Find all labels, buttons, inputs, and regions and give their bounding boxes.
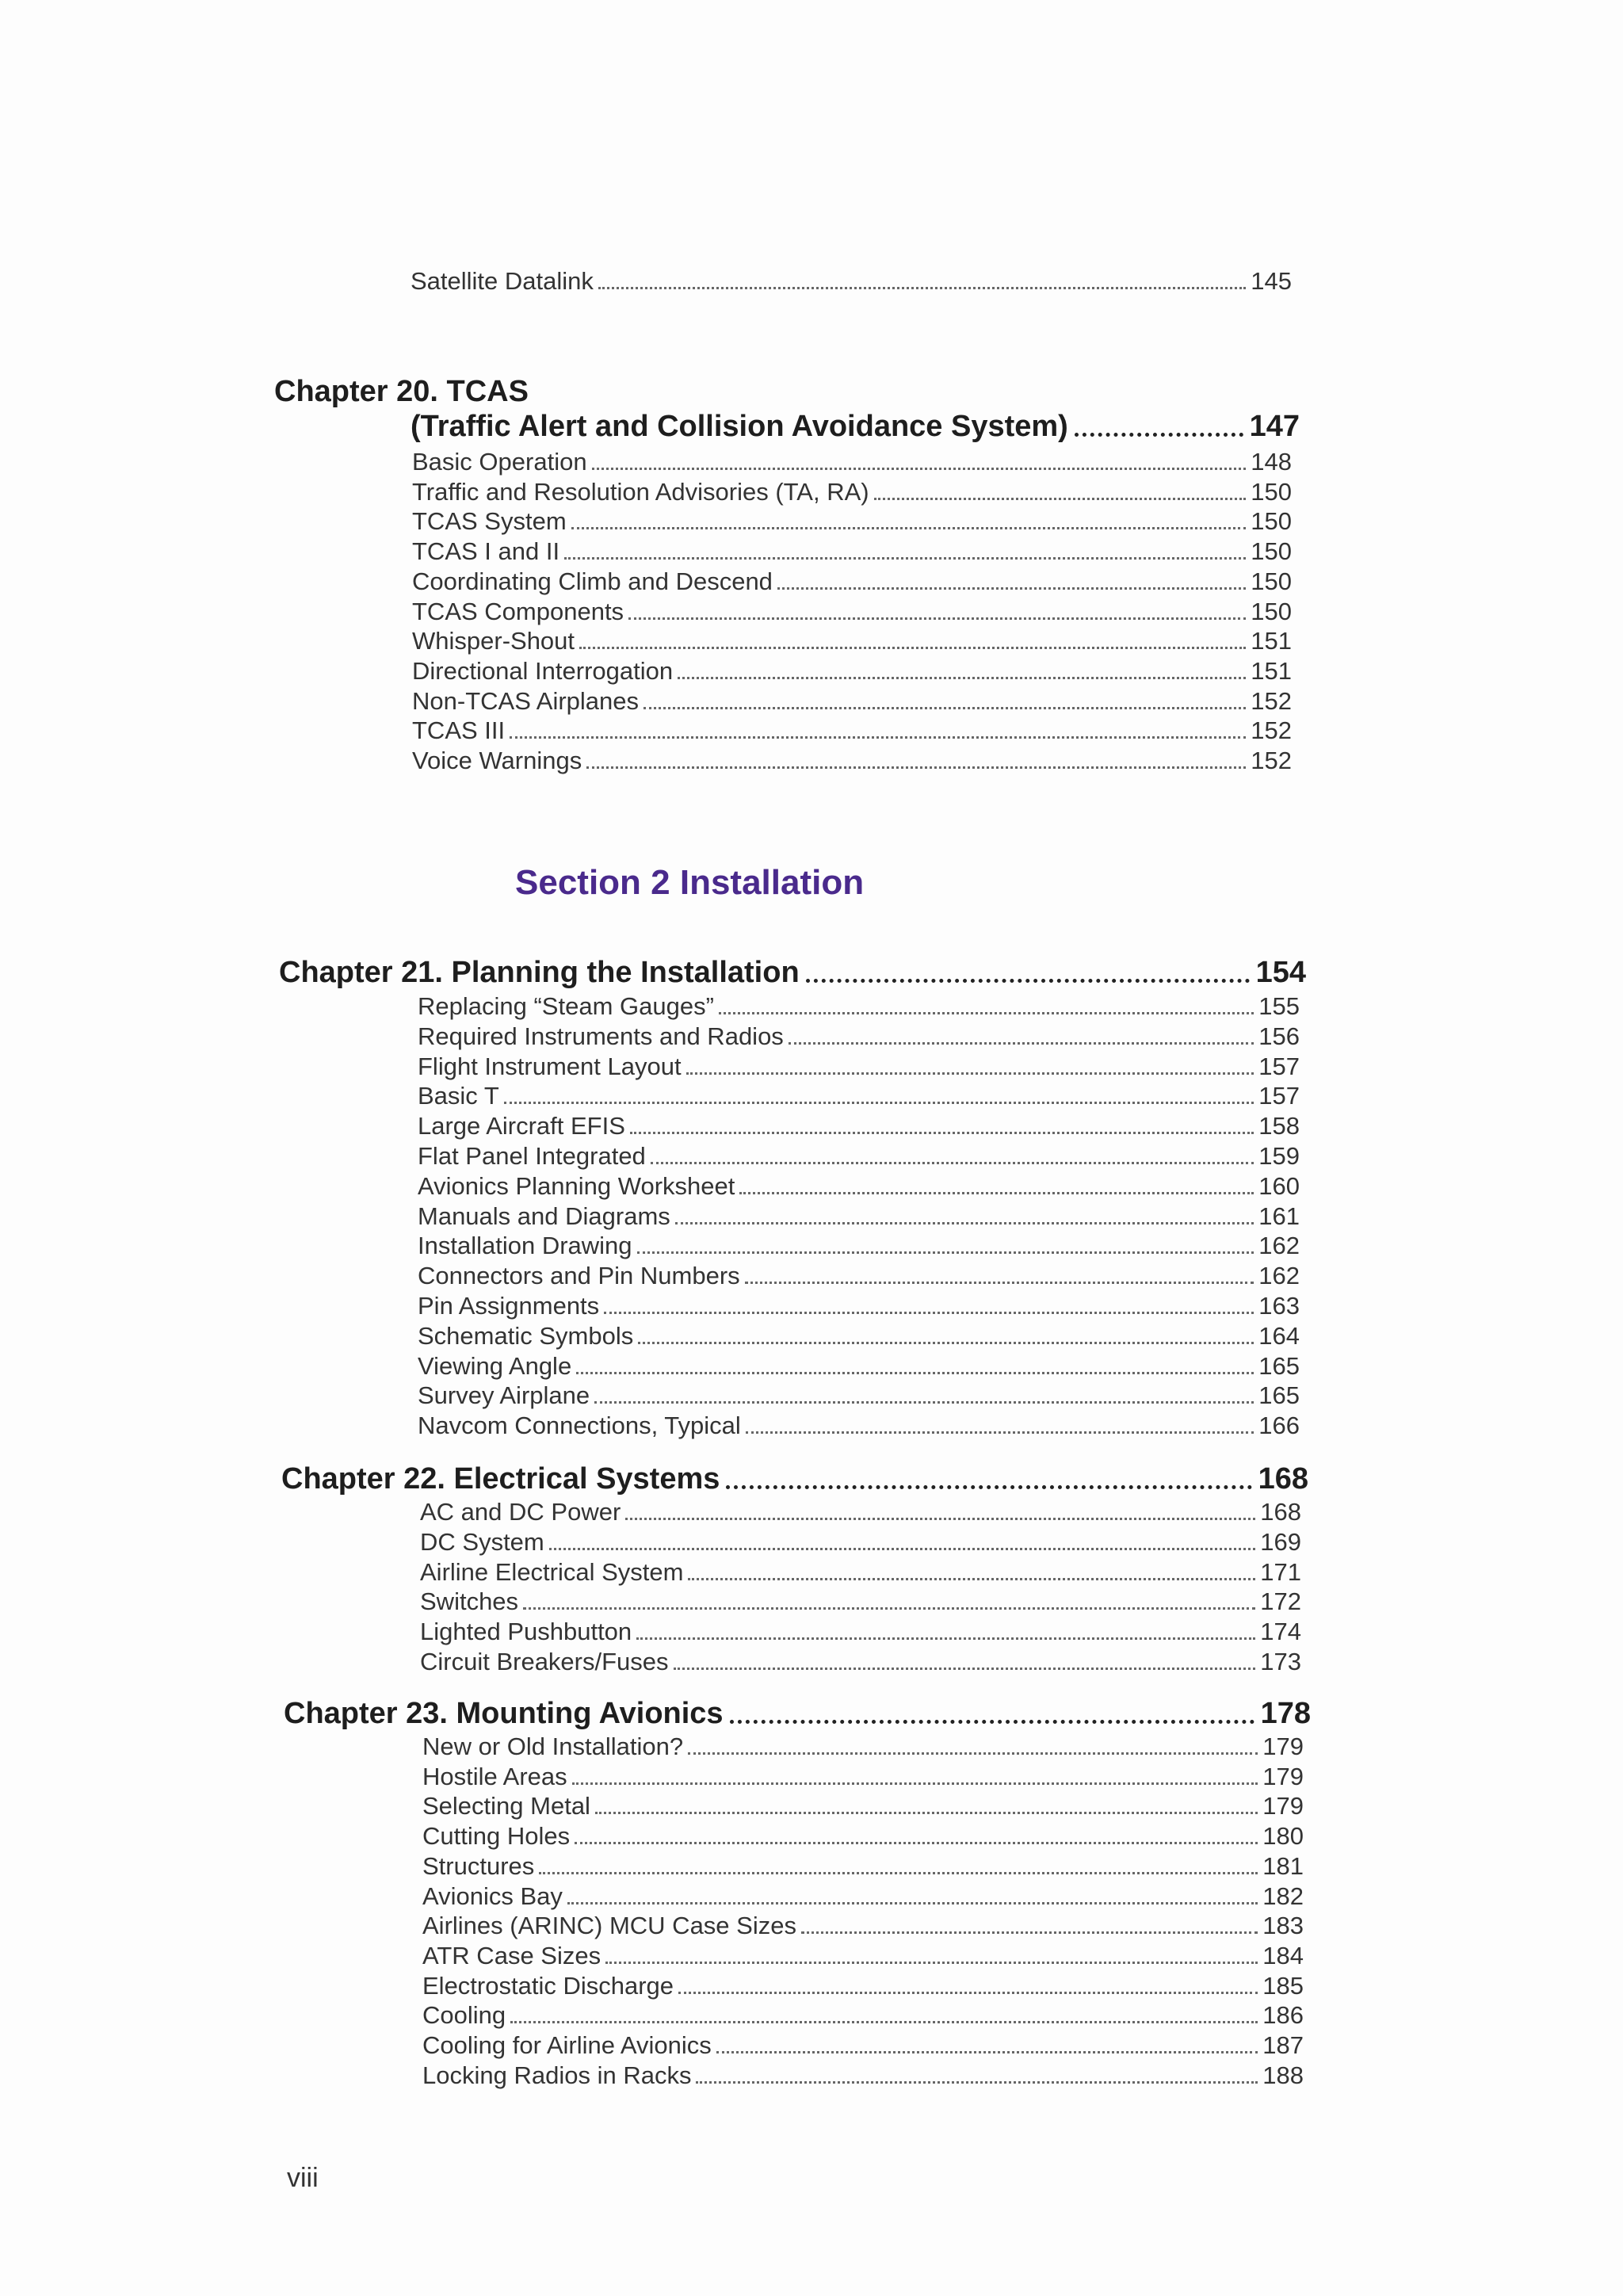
entry-title: TCAS Components — [412, 597, 624, 625]
toc-entry — [422, 2000, 1304, 2030]
dot-leader — [637, 1251, 1254, 1254]
entry-title: Flat Panel Integrated — [418, 1142, 646, 1170]
chapter-title: Chapter 23. Mounting Avionics — [284, 1697, 724, 1730]
entry-page: 157 — [1258, 1082, 1300, 1110]
dot-leader — [874, 498, 1247, 500]
entry-page: 159 — [1258, 1142, 1300, 1170]
entry-page: 160 — [1258, 1171, 1300, 1200]
entry-page: 165 — [1258, 1381, 1300, 1410]
entry-title: Required Instruments and Radios — [418, 1022, 784, 1050]
dot-leader — [594, 1401, 1254, 1404]
toc-entry — [422, 1971, 1304, 2001]
toc-entry — [418, 1141, 1300, 1171]
dot-leader — [674, 1668, 1256, 1670]
entry-title: Hostile Areas — [422, 1762, 567, 1790]
chapter-page: 154 — [1255, 956, 1306, 989]
entry-page: 181 — [1262, 1851, 1304, 1880]
entry-title: Voice Warnings — [412, 747, 582, 774]
entry-title: Flight Instrument Layout — [418, 1052, 682, 1080]
entry-title: New or Old Installation? — [422, 1733, 684, 1760]
chapter-20-heading: Chapter 20. TCAS — [274, 375, 529, 408]
entry-title: Avionics Planning Worksheet — [418, 1171, 735, 1200]
page-number: viii — [287, 2163, 319, 2193]
entry-title: Pin Assignments — [418, 1292, 600, 1320]
chapter-23-heading — [284, 1694, 1311, 1733]
dot-leader — [675, 1222, 1254, 1224]
entry-page: 148 — [1251, 448, 1292, 476]
entry-title: Basic T — [418, 1082, 499, 1110]
entry-page: 188 — [1262, 2061, 1304, 2089]
dot-leader — [651, 1162, 1254, 1164]
entry-title: Locking Radios in Racks — [422, 2061, 692, 2089]
toc-entry — [412, 746, 1292, 776]
dot-leader — [628, 617, 1246, 620]
chapter-title: Chapter 21. Planning the Installation — [279, 956, 800, 989]
entry-title: TCAS III — [412, 716, 506, 745]
entry-page: 161 — [1258, 1201, 1300, 1230]
dot-leader — [716, 2051, 1258, 2053]
dot-leader — [630, 1132, 1254, 1134]
dot-leader — [572, 1782, 1258, 1785]
toc-entry — [422, 2030, 1304, 2061]
entry-page: 173 — [1260, 1648, 1301, 1675]
toc-entry — [422, 1911, 1304, 1941]
entry-title: Structures — [422, 1851, 535, 1880]
dot-leader — [510, 2021, 1258, 2023]
entry-page: 186 — [1262, 2001, 1304, 2030]
entry-title: Directional Interrogation — [412, 656, 674, 685]
toc-entry — [422, 1732, 1304, 1762]
entry-title: Lighted Pushbutton — [420, 1618, 632, 1646]
toc-entry — [420, 1587, 1301, 1617]
dot-leader — [745, 1282, 1254, 1284]
dot-leader — [688, 1752, 1258, 1755]
entry-page: 152 — [1251, 747, 1292, 774]
entry-title: Non-TCAS Airplanes — [412, 686, 640, 715]
entry-title: Replacing “Steam Gauges” — [418, 992, 714, 1020]
entry-title: Traffic and Resolution Advisories (TA, RA) — [412, 477, 869, 506]
toc-entry — [420, 1617, 1301, 1647]
entry-page: 184 — [1262, 1941, 1304, 1969]
toc-entry — [418, 1411, 1300, 1441]
entry-page: 158 — [1258, 1112, 1300, 1140]
toc-entry — [412, 716, 1292, 746]
entry-page: 169 — [1260, 1527, 1301, 1556]
entry-title: Electrostatic Discharge — [422, 1971, 674, 2000]
toc-entry — [418, 991, 1300, 1022]
toc-entry — [422, 1762, 1304, 1792]
chapter-22-heading — [281, 1460, 1308, 1498]
entry-page: 152 — [1251, 686, 1292, 715]
toc-entry — [418, 1171, 1300, 1201]
entry-page: 164 — [1258, 1321, 1300, 1350]
entry-title: Navcom Connections, Typical — [418, 1412, 741, 1440]
chapter-page: 168 — [1258, 1462, 1308, 1496]
dot-leader — [504, 1102, 1254, 1104]
toc-entry — [418, 1052, 1300, 1082]
entry-title: TCAS I and II — [412, 537, 560, 566]
entry-title: Schematic Symbols — [418, 1321, 634, 1350]
dot-leader — [625, 1518, 1255, 1520]
entry-title: Survey Airplane — [418, 1381, 590, 1410]
toc-entry — [412, 447, 1292, 477]
entry-title: TCAS System — [412, 507, 567, 536]
dot-leader — [643, 707, 1246, 709]
dot-leader — [746, 1431, 1254, 1434]
entry-page: 180 — [1262, 1822, 1304, 1851]
entry-page: 187 — [1262, 2031, 1304, 2059]
chapter-page: 147 — [1249, 410, 1300, 443]
dot-leader — [510, 736, 1246, 739]
entry-title: DC System — [420, 1527, 544, 1556]
toc-entry — [422, 1791, 1304, 1821]
entry-page: 179 — [1262, 1762, 1304, 1790]
entry-page: 150 — [1251, 537, 1292, 566]
entry-title: Connectors and Pin Numbers — [418, 1262, 740, 1290]
toc-entry — [418, 1081, 1300, 1111]
toc-entry — [412, 537, 1292, 567]
entry-page: 182 — [1262, 1881, 1304, 1910]
entry-title: Satellite Datalink — [411, 267, 594, 295]
entry-page: 150 — [1251, 477, 1292, 506]
toc-entry — [418, 1022, 1300, 1052]
toc-entry — [418, 1231, 1300, 1261]
entry-page: 150 — [1251, 507, 1292, 536]
dot-leader — [678, 677, 1246, 679]
toc-entry — [418, 1291, 1300, 1321]
dot-leader — [719, 1012, 1254, 1014]
entry-page: 179 — [1262, 1792, 1304, 1820]
entry-page: 162 — [1258, 1232, 1300, 1260]
entry-title: Switches — [420, 1587, 519, 1616]
toc-entry — [418, 1111, 1300, 1141]
entry-page: 168 — [1260, 1498, 1301, 1526]
dot-leader — [777, 587, 1246, 590]
entry-page: 163 — [1258, 1292, 1300, 1320]
toc-entry — [412, 506, 1292, 537]
toc-entry — [422, 1851, 1304, 1881]
dot-leader — [801, 1931, 1258, 1934]
entry-page: 162 — [1258, 1262, 1300, 1290]
section-title: Section 2 Installation — [515, 863, 865, 902]
toc-entry — [422, 1941, 1304, 1971]
entry-title: Cooling — [422, 2001, 506, 2030]
dot-leader — [539, 1872, 1258, 1874]
toc-entry — [412, 626, 1292, 656]
entry-page: 166 — [1258, 1412, 1300, 1440]
toc-entry — [420, 1527, 1301, 1557]
toc-entry-satellite-datalink — [411, 266, 1292, 296]
entry-title: Selecting Metal — [422, 1792, 590, 1820]
toc-entry — [420, 1647, 1301, 1677]
toc-entry — [412, 686, 1292, 716]
entry-title: Airlines (ARINC) MCU Case Sizes — [422, 1912, 796, 1940]
entry-title: Whisper-Shout — [412, 627, 575, 655]
entry-page: 185 — [1262, 1971, 1304, 2000]
toc-entry — [412, 597, 1292, 627]
dot-leader — [579, 647, 1246, 649]
chapter-21-heading — [279, 953, 1306, 991]
entry-title: Installation Drawing — [418, 1232, 632, 1260]
entry-page: 151 — [1251, 627, 1292, 655]
entry-title: Circuit Breakers/Fuses — [420, 1648, 669, 1675]
entry-page: 157 — [1258, 1052, 1300, 1080]
entry-page: 183 — [1262, 1912, 1304, 1940]
toc-entry — [418, 1261, 1300, 1291]
entry-page: 150 — [1251, 597, 1292, 625]
toc-entry — [420, 1557, 1301, 1587]
dot-leader — [636, 1637, 1255, 1640]
dot-leader — [696, 2081, 1258, 2084]
entry-page: 172 — [1260, 1587, 1301, 1616]
dot-leader — [789, 1042, 1254, 1045]
dot-leader — [678, 1992, 1258, 1994]
entry-page: 165 — [1258, 1351, 1300, 1380]
chapter-title: Chapter 22. Electrical Systems — [281, 1462, 720, 1496]
entry-page: 179 — [1262, 1733, 1304, 1760]
entry-page: 171 — [1260, 1557, 1301, 1586]
dot-leader — [575, 1842, 1258, 1844]
entry-page: 152 — [1251, 716, 1292, 745]
chapter-20-title-line — [411, 407, 1300, 445]
toc-entry — [422, 1821, 1304, 1851]
dot-leader — [549, 1548, 1256, 1550]
dot-leader — [726, 1485, 1251, 1489]
entry-title: Viewing Angle — [418, 1351, 572, 1380]
toc-entry — [412, 567, 1292, 597]
entry-title: Cutting Holes — [422, 1822, 571, 1851]
dot-leader — [598, 287, 1246, 289]
dot-leader — [523, 1607, 1255, 1610]
entry-page: 174 — [1260, 1618, 1301, 1646]
dot-leader — [605, 1962, 1258, 1964]
dot-leader — [686, 1072, 1254, 1075]
entry-page: 145 — [1251, 267, 1292, 295]
toc-entry — [418, 1351, 1300, 1381]
toc-entry — [412, 656, 1292, 686]
dot-leader — [604, 1312, 1254, 1314]
toc-entry — [422, 2061, 1304, 2091]
dot-leader — [730, 1720, 1254, 1724]
dot-leader — [595, 1812, 1258, 1814]
chapter-page: 178 — [1260, 1697, 1311, 1730]
dot-leader — [576, 1372, 1254, 1374]
dot-leader — [1075, 433, 1243, 437]
toc-entry — [418, 1381, 1300, 1411]
entry-title: ATR Case Sizes — [422, 1941, 601, 1969]
dot-leader — [571, 527, 1247, 529]
dot-leader — [586, 766, 1246, 769]
chapter-title: (Traffic Alert and Collision Avoidance System) — [411, 410, 1068, 443]
dot-leader — [688, 1578, 1255, 1580]
entry-title: AC and DC Power — [420, 1498, 621, 1526]
entry-title: Basic Operation — [412, 448, 587, 476]
toc-entry — [422, 1881, 1304, 1912]
entry-title: Avionics Bay — [422, 1881, 563, 1910]
entry-title: Coordinating Climb and Descend — [412, 567, 773, 595]
entry-page: 150 — [1251, 567, 1292, 595]
toc-entry — [418, 1201, 1300, 1232]
dot-leader — [806, 979, 1250, 983]
entry-page: 155 — [1258, 992, 1300, 1020]
entry-title: Cooling for Airline Avionics — [422, 2031, 712, 2059]
toc-entry — [412, 477, 1292, 507]
entry-title: Airline Electrical System — [420, 1557, 684, 1586]
entry-page: 156 — [1258, 1022, 1300, 1050]
toc-entry — [418, 1321, 1300, 1351]
dot-leader — [592, 468, 1247, 470]
entry-page: 151 — [1251, 656, 1292, 685]
dot-leader — [564, 557, 1246, 560]
dot-leader — [739, 1192, 1254, 1194]
toc-entry — [420, 1497, 1301, 1527]
entry-title: Manuals and Diagrams — [418, 1201, 670, 1230]
dot-leader — [638, 1342, 1254, 1344]
entry-title: Large Aircraft EFIS — [418, 1112, 625, 1140]
dot-leader — [567, 1902, 1258, 1904]
